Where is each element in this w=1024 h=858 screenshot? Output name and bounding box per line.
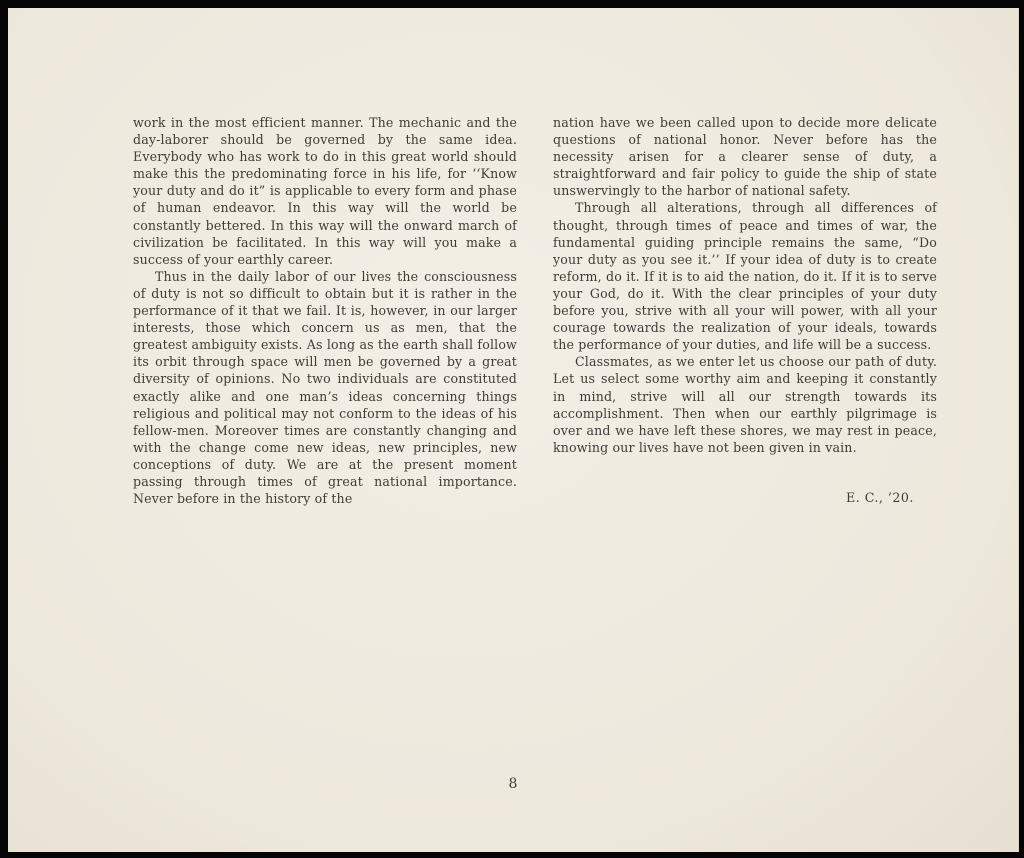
- right-paragraph-2: Through all alterations, through all differences of thought, through times of peace and times of war, the fundamental guiding principle remains the same, “Do your duty as you see it.’’ If your idea of duty is to create reform, do it. If it is to aid the nation, do it. If it is to serve your God, do it. With the clear principles of your duty before you, strive with all your will power, with all your courage towards the realization of your ideals, towards the performance of your duties, and life will be a success.: [553, 200, 937, 353]
- author-signature: E. C., ’20.: [846, 490, 914, 505]
- left-text-column: [133, 114, 517, 507]
- left-paragraph-1: work in the most efficient manner. The mechanic and the day-laborer should be governed by the same idea. Everybody who has work to do in this great world should make this the predominating force in his life, for ‘‘Know your duty and do it” is applicable to every form and phase of human endeavor. In this way will the world be constantly bettered. In this way will the onward march of civilization be facilitated. In this way will you make a success of your earthly career.: [133, 115, 517, 267]
- document-page: [8, 8, 1019, 852]
- right-paragraph-3: Classmates, as we enter let us choose our path of duty. Let us select some worthy aim and keeping it constantly in mind, strive will all our strength towards its accomplishment. Then when our earthly pilgrimage is over and we have left these shores, we may rest in peace, knowing our lives have not been given in vain.: [553, 354, 937, 455]
- page-number: 8: [508, 776, 518, 792]
- right-text-column: [553, 114, 937, 456]
- right-paragraph-1: nation have we been called upon to decide more delicate questions of national honor. Never before has the necessity arisen for a clearer sense of duty, a straightforward and fair policy to guide the ship of state unswervingly to the harbor of national safety.: [553, 115, 937, 199]
- left-paragraph-2: Thus in the daily labor of our lives the consciousness of duty is not so difficult to obtain but it is rather in the performance of it that we fail. It is, however, in our larger interests, those which concern us as men, that the greatest ambiguity exists. As long as the earth shall follow its orbit through space will men be governed by a great diversity of opinions. No two individuals are constituted exactly alike and one man’s ideas concerning things religious and political may not conform to the ideas of his fellow-men. Moreover times are constantly changing and with the change come new ideas, new principles, new conceptions of duty. We are at the present moment passing through times of great national importance. Never before in the history of the: [133, 268, 517, 507]
